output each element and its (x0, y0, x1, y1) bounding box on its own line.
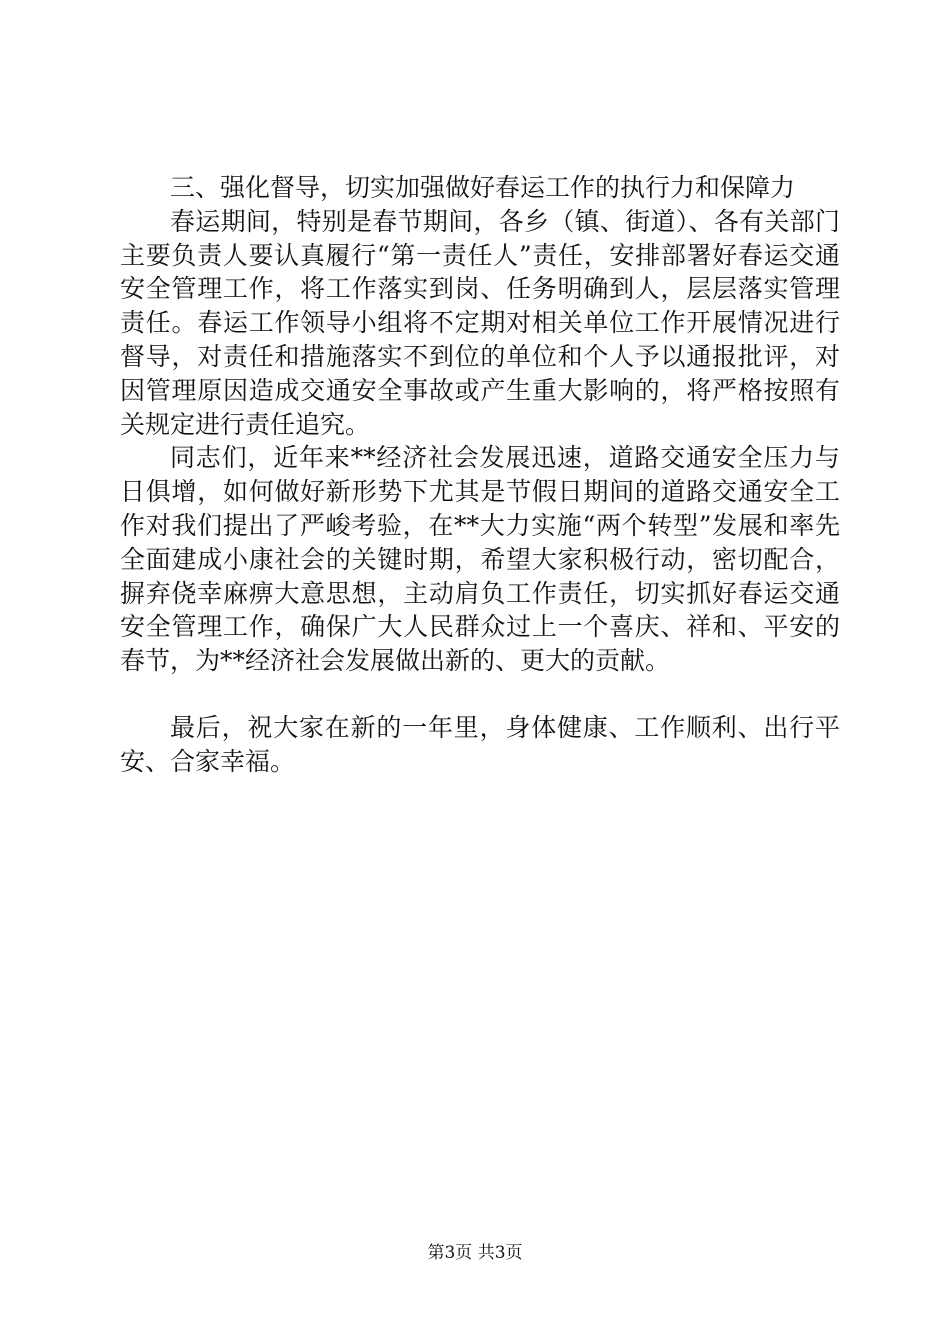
body-paragraph: 同志们，近年来**经济社会发展迅速，道路交通安全压力与日俱增，如何做好新形势下尤其是节假日期间的道路交通安全工作对我们提出了严峻考验，在**大力实施“两个转型”发展和率先全面建成小康社会的关键时期，希望大家积极行动，密切配合，摒弃侥幸麻痹大意思想，主动肩负工作责任，切实抓好春运交通安全管理工作，确保广大人民群众过上一个喜庆、祥和、平安的春节，为**经济社会发展做出新的、更大的贡献。 (120, 443, 840, 676)
page-footer: 第3页 共3页 (427, 1243, 523, 1263)
section-heading: 三、强化督导，切实加强做好春运工作的执行力和保障力 (170, 173, 796, 202)
body-paragraph: 春运期间，特别是春节期间，各乡（镇、街道）、各有关部门主要负责人要认真履行“第一责任人”责任，安排部署好春运交通安全管理工作，将工作落实到岗、任务明确到人，层层落实管理责任。春运工作领导小组将不定期对相关单位工作开展情况进行督导，对责任和措施落实不到位的单位和个人予以通报批评，对因管理原因造成交通安全事故或产生重大影响的，将严格按照有关规定进行责任追究。 (120, 206, 840, 439)
closing-paragraph: 最后，祝大家在新的一年里，身体健康、工作顺利、出行平安、合家幸福。 (120, 712, 840, 776)
document-body (120, 171, 840, 779)
